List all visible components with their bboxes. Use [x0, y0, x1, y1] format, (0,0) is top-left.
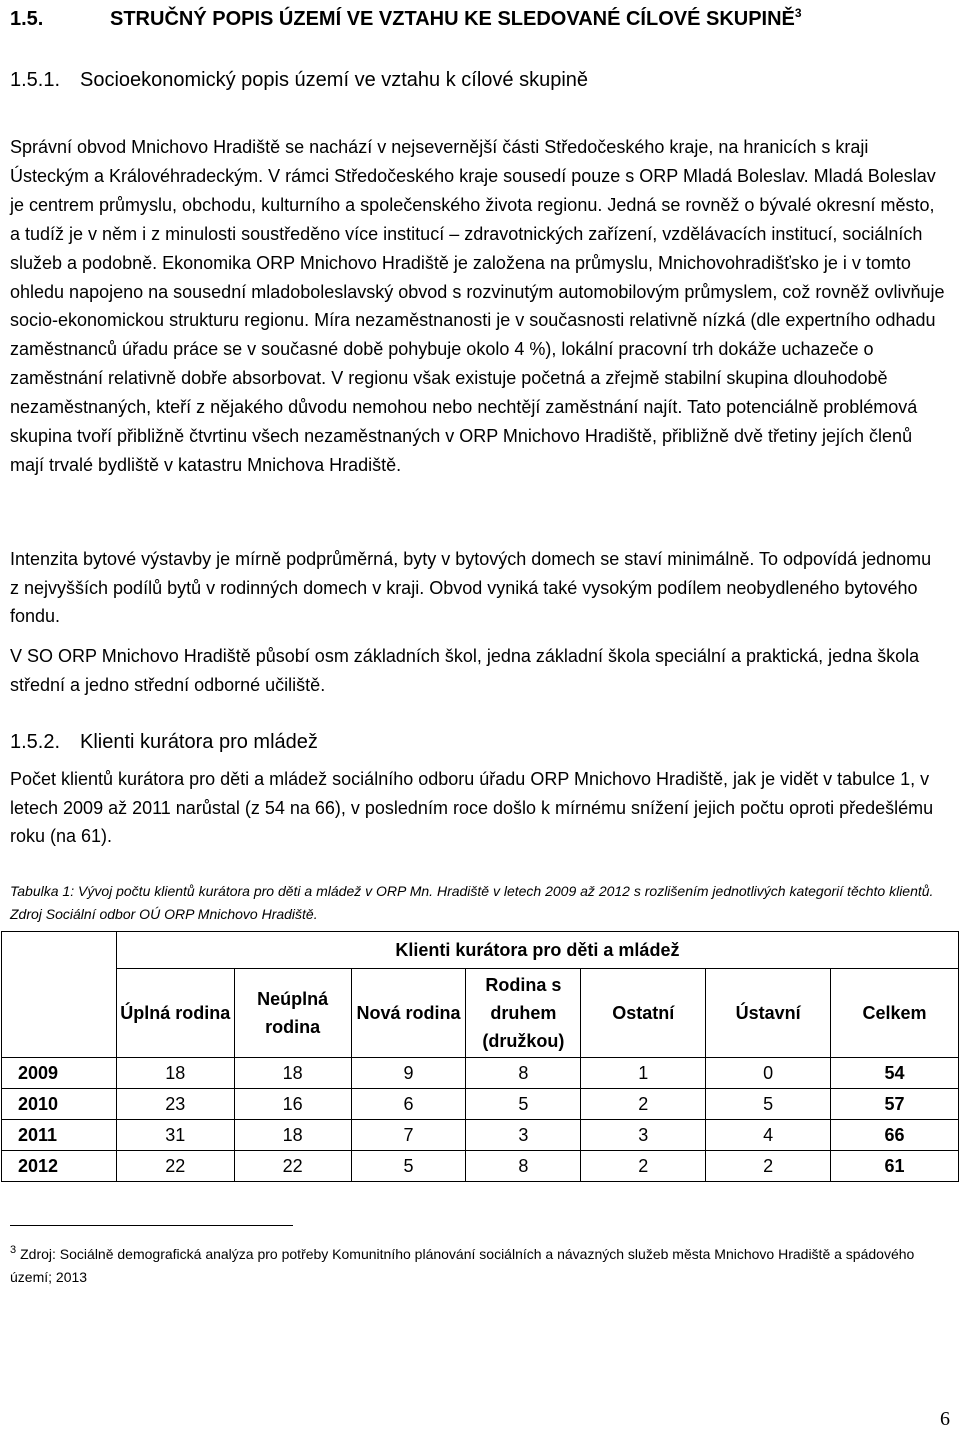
table-cell-total: 66 [831, 1120, 959, 1151]
paragraph-schools: V SO ORP Mnichovo Hradiště působí osm základních škol, jedna základní škola speciální a praktická, jedna škola střední a jedno střední odborné učiliště. [10, 646, 920, 695]
table-cell: 9 [351, 1058, 466, 1089]
paragraph-housing: Intenzita bytové výstavby je mírně podprůměrná, byty v bytových domech se staví minimálně. To odpovídá jednomu z nejvyšších podílů bytů v rodinných domech v kraji. Obvod vyniká také vysokým podílem neobydleného bytového fondu. [10, 549, 932, 627]
table-cell-total: 54 [831, 1058, 959, 1089]
table-cell: 2 [581, 1089, 706, 1120]
table-cell: 16 [234, 1089, 351, 1120]
table-cell: 2 [581, 1151, 706, 1182]
table-title: Klienti kurátora pro děti a mládež [116, 932, 958, 969]
table-cell: 18 [116, 1058, 234, 1089]
clients-table [1, 931, 959, 1182]
table-row [2, 1089, 959, 1120]
column-header: Ústavní [706, 969, 831, 1058]
section-heading-1 [10, 69, 588, 92]
table-row [2, 1058, 959, 1089]
table-cell: 7 [351, 1120, 466, 1151]
table-corner-cell [2, 932, 117, 1058]
chapter-heading [10, 8, 955, 31]
table-cell: 22 [116, 1151, 234, 1182]
chapter-title: STRUČNÝ POPIS ÚZEMÍ VE VZTAHU KE SLEDOVANÉ CÍLOVÉ SKUPINĚ [110, 8, 795, 30]
table-cell: 0 [706, 1058, 831, 1089]
column-header: Celkem [831, 969, 959, 1058]
table-cell: 2 [706, 1151, 831, 1182]
section-title: Socioekonomický popis území ve vztahu k cílové skupině [80, 69, 589, 91]
footnote [10, 1243, 945, 1289]
table-cell: 3 [581, 1120, 706, 1151]
table-cell: 23 [116, 1089, 234, 1120]
column-header: Neúplná rodina [234, 969, 351, 1058]
row-year: 2011 [2, 1120, 117, 1151]
table-cell-total: 61 [831, 1151, 959, 1182]
table-row [2, 1151, 959, 1182]
table-cell: 1 [581, 1058, 706, 1089]
table-cell: 5 [706, 1089, 831, 1120]
footnote-number: 3 [10, 1244, 17, 1256]
row-year: 2012 [2, 1151, 117, 1182]
paragraph-curator-clients: Počet klientů kurátora pro děti a mládež sociálního odboru úřadu ORP Mnichovo Hradiště, jak je vidět v tabulce 1, v letech 2009 až 2011 narůstal (z 54 na 66), v posledním roce došlo k mírnému snížení jejich počtu oproti předešlému roku (na 61). [10, 769, 934, 847]
paragraph-socioeconomic: Správní obvod Mnichovo Hradiště se nachází v nejsevernější části Středočeského kraje, na hranicích s kraji Ústeckým a Královéhradeckým. V rámci Středočeského kraje sousedí pouze s ORP Mladá Boleslav. Mladá Boleslav je centrem průmyslu, obchodu, kulturního a společenského života regionu. Jedná se rovněž o bývalé okresní město, a tudíž je v něm i z minulosti soustředěno více institucí – zdravotnických zařízení, vzdělávacích institucí, sociálních služeb a podobně. Ekonomika ORP Mnichovo Hradiště je založena na průmyslu, Mnichovohradišťsko je i v tomto ohledu napojeno na sousední mladoboleslavský obvod s rozvinutým automobilovým průmyslem, což rovněž ovlivňuje socio-ekonomickou strukturu regionu. Míra nezaměstnanosti je v současnosti relativně nízká (dle expertního odhadu zaměstnanců úřadu práce se v současné době pohybuje okolo 4 %), lokální pracovní trh dokáže uchazeče o zaměstnání relativně dobře absorbovat. V regionu však existuje početná a zřejmě stabilní skupina dlouhodobě nezaměstnaných, kteří z nějakého důvodu nemohou nebo nechtějí zaměstnání najít. Tato potenciálně problémová skupina tvoří přibližně čtvrtinu všech nezaměstnaných v ORP Mnichovo Hradiště, přibližně dvě třetiny jejích členů mají trvalé bydliště v katastru Mnichova Hradiště. [10, 137, 945, 475]
table-cell: 8 [466, 1151, 581, 1182]
table-cell: 5 [466, 1089, 581, 1120]
table-cell: 31 [116, 1120, 234, 1151]
table-cell: 4 [706, 1120, 831, 1151]
section-number: 1.5.2. [10, 731, 61, 753]
table-cell: 18 [234, 1120, 351, 1151]
table-row [2, 1120, 959, 1151]
chapter-number: 1.5. [10, 8, 44, 30]
section-number: 1.5.1. [10, 69, 61, 91]
section-heading-2 [10, 731, 318, 754]
section-title: Klienti kurátora pro mládež [80, 731, 318, 753]
table-cell: 22 [234, 1151, 351, 1182]
table-cell: 5 [351, 1151, 466, 1182]
table-cell: 3 [466, 1120, 581, 1151]
table-cell-total: 57 [831, 1089, 959, 1120]
page-number: 6 [940, 1408, 950, 1430]
table-cell: 18 [234, 1058, 351, 1089]
table-cell: 6 [351, 1089, 466, 1120]
column-header: Nová rodina [351, 969, 466, 1058]
footnote-separator [10, 1225, 293, 1226]
row-year: 2010 [2, 1089, 117, 1120]
column-header: Ostatní [581, 969, 706, 1058]
row-year: 2009 [2, 1058, 117, 1089]
table-cell: 8 [466, 1058, 581, 1089]
footnote-text: Zdroj: Sociálně demografická analýza pro potřeby Komunitního plánování sociálních a návazných služeb města Mnichovo Hradiště a spádového území; 2013 [10, 1246, 915, 1285]
table-caption: Tabulka 1: Vývoj počtu klientů kurátora pro děti a mládež v ORP Mn. Hradiště v letech 2009 až 2012 s rozlišením jednotlivých kategorií těchto klientů. Zdroj Sociální odbor OÚ ORP Mnichovo Hradiště. [10, 883, 934, 922]
column-header: Rodina s druhem (družkou) [466, 969, 581, 1058]
footnote-reference[interactable]: 3 [794, 6, 802, 20]
column-header: Úplná rodina [116, 969, 234, 1058]
